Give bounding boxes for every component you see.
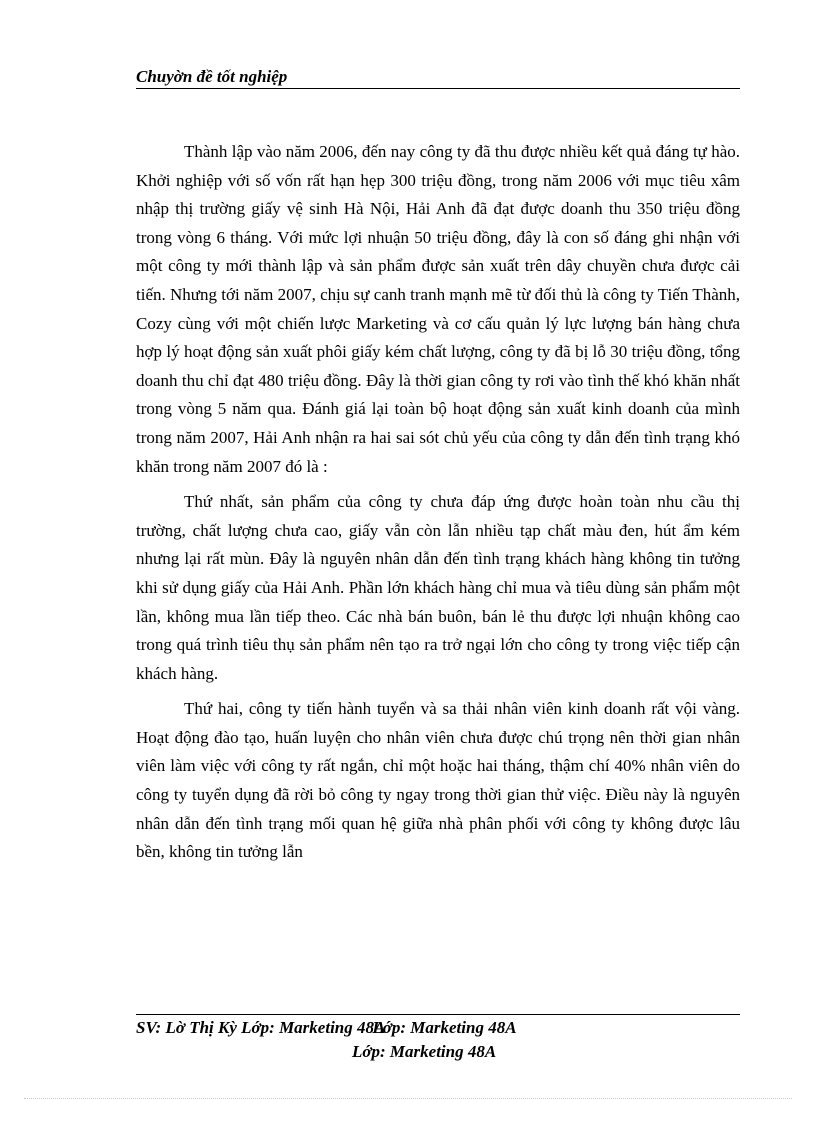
footer-student-line <box>136 1017 517 1039</box>
footer-class-line: Lớp: Marketing 48A <box>352 1042 497 1061</box>
page-edge-divider <box>24 1098 792 1099</box>
header-title: Chuyờn đề tốt nghiệp <box>136 67 288 86</box>
paragraph-first-issue: Thứ nhất, sản phẩm của công ty chưa đáp ứng được hoàn toàn nhu cầu thị trường, chất lượng chưa cao, giấy vẫn còn lẫn nhiều tạp chất màu đen, hút ẩm kém nhưng lại rất mùn. Đây là nguyên nhân dẫn đến tình trạng khách hàng không tin tưởng khi sử dụng giấy của Hải Anh. Phần lớn khách hàng chỉ mua và tiêu dùng sản phẩm một lần, không mua lần tiếp theo. Các nhà bán buôn, bán lẻ thu được lợi nhuận không cao trong quá trình tiêu thụ sản phẩm nên tạo ra trở ngại lớn cho công ty trong việc tiếp cận khách hàng. <box>136 492 740 683</box>
paragraph-intro: Thành lập vào năm 2006, đến nay công ty đã thu được nhiều kết quả đáng tự hào. Khởi nghiệp với số vốn rất hạn hẹp 300 triệu đồng, trong năm 2006 với mục tiêu xâm nhập thị trường giấy vệ sinh Hà Nội, Hải Anh đã đạt được doanh thu 350 triệu đồng trong vòng 6 tháng. Với mức lợi nhuận 50 triệu đồng, đây là con số đáng ghi nhận với một công ty mới thành lập và sản phẩm được sản xuất trên dây chuyền chưa được cải tiến. Nhưng tới năm 2007, chịu sự canh tranh mạnh mẽ từ đối thủ là công ty Tiến Thành, Cozy cùng với một chiến lược Marketing và cơ cấu quản lý lực lượng bán hàng chưa hợp lý hoạt động sản xuất phôi giấy kém chất lượng, công ty đã bị lỗ 30 triệu đồng, tổng doanh thu chỉ đạt 480 triệu đồng. Đây là thời gian công ty rơi vào tình thế khó khăn nhất trong vòng 5 năm qua. Đánh giá lại toàn bộ hoạt động sản xuất kinh doanh của mình trong năm 2007, Hải Anh nhận ra hai sai sót chủ yếu của công ty dẫn đến tình trạng khó khăn trong năm 2007 đó là : <box>136 142 740 476</box>
document-body <box>136 138 740 867</box>
footer-divider <box>136 1014 740 1015</box>
paragraph-second-issue: Thứ hai, công ty tiến hành tuyển và sa thải nhân viên kinh doanh rất vội vàng. Hoạt động đào tạo, huấn luyện cho nhân viên chưa được chú trọng nên thời gian nhân viên làm việc với công ty rất ngắn, chỉ một hoặc hai tháng, thậm chí 40% nhân viên do công ty tuyển dụng đã rời bỏ công ty ngay trong thời gian thử việc. Điều này là nguyên nhân dẫn đến tình trạng mối quan hệ giữa nhà phân phối với công ty không được lâu bền, không tin tưởng lẫn <box>136 699 740 862</box>
footer-student-info: SV: Lờ Thị Kỳ Lớp: Marketing 48A <box>136 1018 386 1037</box>
footer-class-overlap: Lớp: Marketing 48A <box>372 1018 517 1037</box>
page-header <box>136 66 740 89</box>
